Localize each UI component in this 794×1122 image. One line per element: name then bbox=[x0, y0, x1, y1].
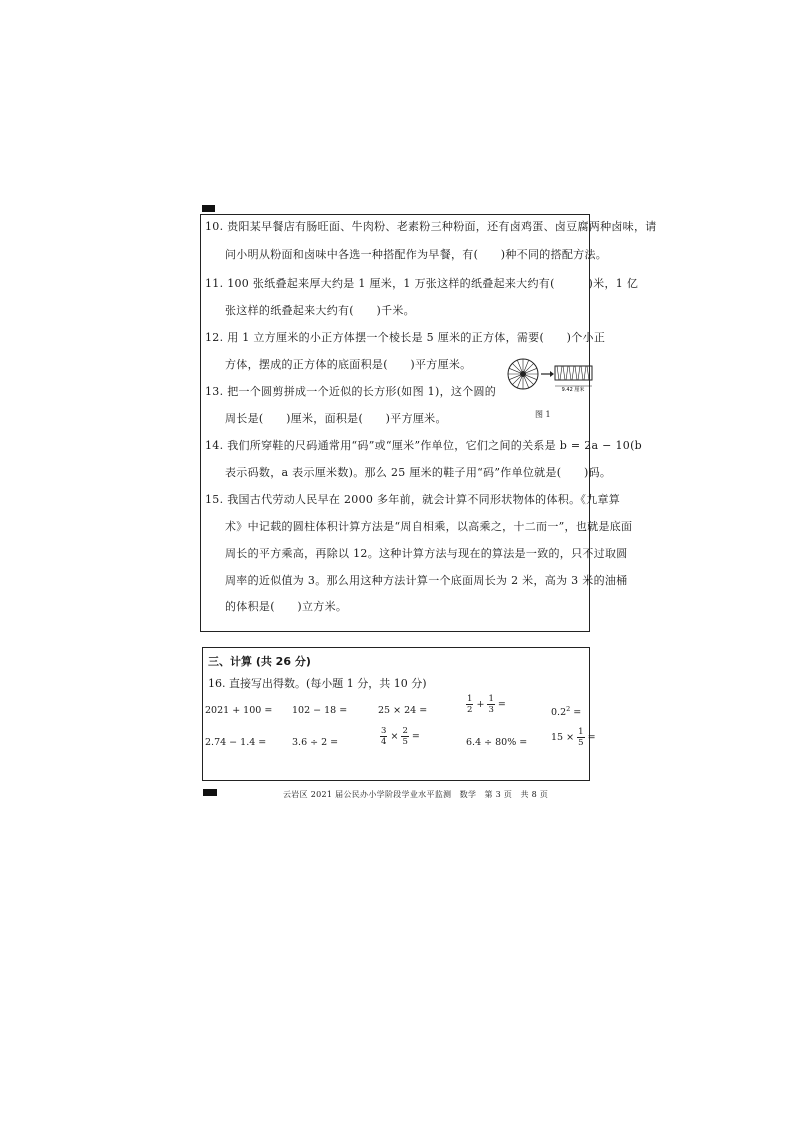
arrow-right-icon bbox=[541, 371, 554, 377]
fraction: $\frac{1}{5}$ bbox=[578, 727, 584, 748]
question-15-line-1: 15. 我国古代劳动人民早在 2000 多年前，就会计算不同形状物体的体积。《九章算 bbox=[205, 493, 621, 506]
calc-r1-c4: $\frac{1}{2}$ + $\frac{1}{3}$ = bbox=[467, 694, 506, 715]
fraction: $\frac{2}{5}$ bbox=[402, 726, 408, 747]
question-12-line-1: 12. 用 1 立方厘米的小正方体摆一个棱长是 5 厘米的正方体，需要( )个小正 bbox=[205, 331, 606, 344]
calc-r1-c2: 102 − 18 = bbox=[292, 705, 348, 716]
figure-length-label: 9.42 厘米 bbox=[561, 387, 585, 393]
question-11-line-1: 11. 100 张纸叠起来厚大约是 1 厘米，1 万张这样的纸叠起来大约有( )米，1 亿 bbox=[205, 277, 639, 290]
cut-circle-icon bbox=[508, 359, 538, 389]
fraction: $\frac{1}{3}$ bbox=[488, 694, 494, 715]
calc-r2-c4: 6.4 ÷ 80% = bbox=[466, 737, 528, 748]
calc-r2-c2: 3.6 ÷ 2 = bbox=[292, 737, 339, 748]
calc-r1-c3: 25 × 24 = bbox=[378, 705, 428, 716]
question-14-line-2: 表示码数，a 表示厘米数)。那么 25 厘米的鞋子用“码”作单位就是( )码。 bbox=[225, 466, 612, 479]
question-15-line-2: 术》中记载的圆柱体积计算方法是“周自相乘，以高乘之，十二而一”，也就是底面 bbox=[225, 520, 633, 533]
question-14-line-1: 14. 我们所穿鞋的尺码通常用“码”或“厘米”作单位，它们之间的关系是 b = 2a − 10(b bbox=[205, 439, 643, 452]
question-16: 16. 直接写出得数。(每小题 1 分，共 10 分) bbox=[208, 677, 427, 690]
figure-caption: 图 1 bbox=[535, 410, 551, 419]
question-15-line-5: 的体积是( )立方米。 bbox=[225, 600, 348, 613]
question-12-line-2: 方体，摆成的正方体的底面积是( )平方厘米。 bbox=[225, 358, 472, 371]
question-11-line-2: 张这样的纸叠起来大约有( )千米。 bbox=[225, 304, 415, 317]
question-15-line-3: 周长的平方乘高，再除以 12。这种计算方法与现在的算法是一致的，只不过取圆 bbox=[225, 547, 628, 560]
registration-mark-top bbox=[202, 205, 215, 212]
calc-r2-c5: 15 × $\frac{1}{5}$ = bbox=[551, 727, 596, 748]
approx-rectangle-icon bbox=[555, 366, 592, 393]
fraction: $\frac{3}{4}$ bbox=[381, 726, 387, 747]
calc-r2-c1: 2.74 − 1.4 = bbox=[205, 737, 267, 748]
question-15-line-4: 周率的近似值为 3。那么用这种方法计算一个底面周长为 2 米，高为 3 米的油桶 bbox=[225, 574, 628, 587]
question-13-line-2: 周长是( )厘米，面积是( )平方厘米。 bbox=[225, 412, 447, 425]
registration-mark-bottom bbox=[203, 789, 217, 796]
figure-1-circle-to-rectangle bbox=[505, 356, 593, 400]
calc-r1-c5: $0.2^2$ = bbox=[551, 705, 582, 719]
calc-r1-c1: 2021 + 100 = bbox=[205, 705, 273, 716]
question-10-line-2: 问小明从粉面和卤味中各选一种搭配作为早餐，有( )种不同的搭配方法。 bbox=[225, 248, 608, 261]
page-footer: 云岩区 2021 届公民办小学阶段学业水平监测 数学 第 3 页 共 8 页 bbox=[283, 790, 549, 799]
question-10-line-1: 10. 贵阳某早餐店有肠旺面、牛肉粉、老素粉三种粉面，还有卤鸡蛋、卤豆腐两种卤味，请 bbox=[205, 220, 657, 233]
section-3-title: 三、计算 (共 26 分) bbox=[208, 655, 311, 668]
question-13-line-1: 13. 把一个圆剪拼成一个近似的长方形(如图 1)，这个圆的 bbox=[205, 385, 497, 398]
calc-r2-c3: $\frac{3}{4}$ × $\frac{2}{5}$ = bbox=[381, 726, 420, 747]
fraction: $\frac{1}{2}$ bbox=[467, 694, 473, 715]
